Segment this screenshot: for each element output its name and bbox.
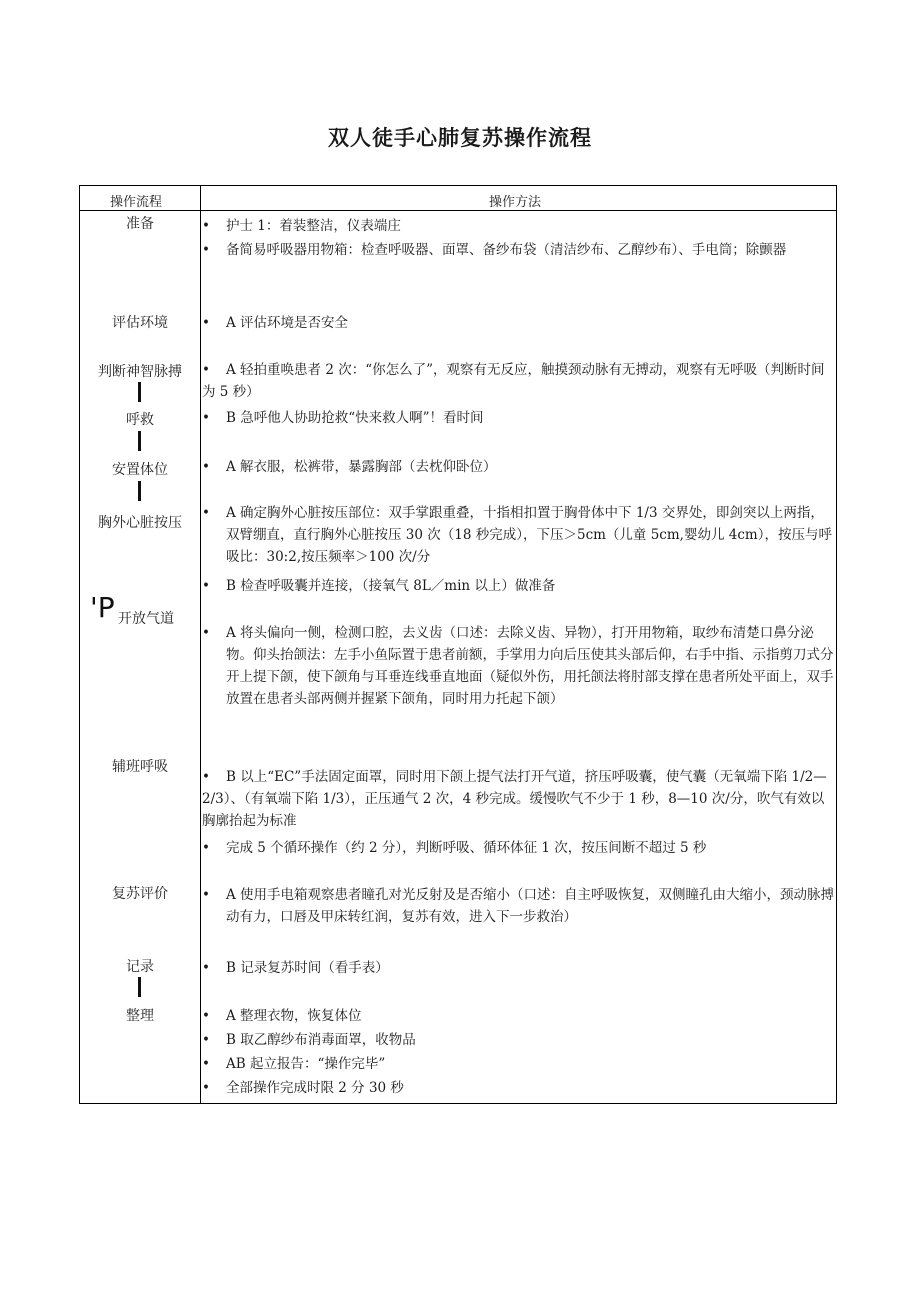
method-position-1: • A 解衣服，松裤带，暴露胸部（去枕仰卧位） (202, 456, 836, 478)
method-tidy-4: • 全部操作完成时限 2 分 30 秒 (202, 1077, 836, 1099)
step-compress: 胸外心脏按压 (98, 515, 182, 531)
step-env: 评估环境 (112, 315, 168, 331)
bullet: • (202, 410, 210, 426)
step-airway: 开放气道 (118, 611, 174, 627)
header-steps: 操作流程 (110, 195, 163, 210)
step-judge: 判断神智脉搏 (98, 364, 182, 380)
bullet: • (202, 625, 210, 641)
column-divider (200, 186, 201, 1103)
method-record-1: • B 记录复苏时间（看手表） (202, 957, 836, 979)
method-judge-1: • A 轻拍重唤患者 2 次：“你怎么了”，观察有无反应，触摸颈动脉有无搏动，观察有无呼吸（判断时间为 5 秒） (202, 359, 836, 403)
bullet: • (202, 1080, 210, 1096)
method-breath-1: • B 以上“EC”手法固定面罩，同时用下颌上提气法打开气道，挤压呼吸囊，使气囊（无氧端下陷 1/2—2/3）、（有氧端下陷 1/3），正压通气 2 次，4 秒完成。缓慢吹气不少于 1 秒，8—10 次/分，吹气有效以胸廓抬起为标准 (202, 766, 836, 832)
bullet: • (202, 887, 210, 903)
method-breath-2: • 完成 5 个循环操作（约 2 分），判断呼吸、循环体征 1 次，按压间断不超过 5 秒 (202, 837, 836, 859)
step-call: 呼救 (126, 412, 154, 428)
method-compress-2: • B 检查呼吸囊并连接，（接氧气 8L／min 以上）做准备 (202, 575, 836, 597)
method-call-1: • B 急呼他人协助抢救“快来救人啊”！看时间 (202, 407, 836, 429)
bullet: • (202, 578, 210, 594)
step-breath: 辅班呼吸 (112, 759, 168, 775)
method-prep-2: • 备简易呼吸器用物箱：检查呼吸器、面罩、备纱布袋（清洁纱布、乙醇纱布）、手电筒；除颤器 (202, 239, 836, 261)
flow-connector (138, 481, 141, 501)
bullet: • (202, 1056, 210, 1072)
method-env-1: • A 评估环境是否安全 (202, 312, 836, 334)
step-tidy: 整理 (126, 1008, 154, 1024)
bullet: • (202, 840, 210, 856)
method-airway-1: • A 将头偏向一侧，检测口腔，去义齿（口述：去除义齿、异物），打开用物箱，取纱布清楚口鼻分泌物。仰头抬颌法：左手小鱼际置于患者前额，手掌用力向后压使其头部后仰，右手中指、示指剪刀式分开上提下颌，使下颌角与耳垂连线垂直地面（疑似外伤，用托颌法将肘部支撑在患者所处平面上，双手放置在患者头部两侧并握紧下颌角，同时用力托起下颌） (202, 622, 836, 710)
method-compress-1: • A 确定胸外心脏按压部位：双手掌跟重叠，十指相扣置于胸骨体中下 1/3 交界处，即剑突以上两指，双臂绷直，直行胸外心脏按压 30 次（18 秒完成），下压＞5cm（儿童 5cm,婴幼儿 4cm），按压与呼吸比：30:2,按压频率＞100 次/分 (202, 502, 836, 568)
bullet: • (202, 459, 210, 475)
method-eval-1: • A 使用手电箱观察患者瞳孔对光反射及是否缩小（口述：自主呼吸恢复，双侧瞳孔由大缩小，颈动脉搏动有力，口唇及甲床转红润，复苏有效，进入下一步救治） (202, 884, 836, 928)
method-tidy-3: • AB 起立报告：“操作完毕” (202, 1053, 836, 1075)
bullet: • (202, 362, 210, 378)
step-eval: 复苏评价 (112, 886, 168, 902)
p-mark: 'P (90, 591, 115, 624)
method-tidy-2: • B 取乙醇纱布消毒面罩，收物品 (202, 1029, 836, 1051)
method-tidy-1: • A 整理衣物，恢复体位 (202, 1005, 836, 1027)
step-record: 记录 (126, 959, 154, 975)
flow-connector (138, 431, 141, 451)
bullet: • (202, 218, 210, 234)
header-divider (80, 210, 836, 211)
bullet: • (202, 315, 210, 331)
bullet: • (202, 505, 210, 521)
method-prep-1: • 护士 1：着装整洁，仪表端庄 (202, 215, 836, 237)
bullet: • (202, 1032, 210, 1048)
header-methods: 操作方法 (489, 195, 542, 210)
bullet: • (202, 769, 210, 785)
flow-connector (138, 977, 141, 997)
step-prep: 准备 (126, 216, 154, 232)
bullet: • (202, 242, 210, 258)
bullet: • (202, 960, 210, 976)
flow-connector (138, 382, 141, 402)
bullet: • (202, 1008, 210, 1024)
page-title: 双人徒手心肺复苏操作流程 (328, 126, 592, 150)
step-position: 安置体位 (112, 462, 168, 478)
procedure-table (79, 185, 837, 1104)
